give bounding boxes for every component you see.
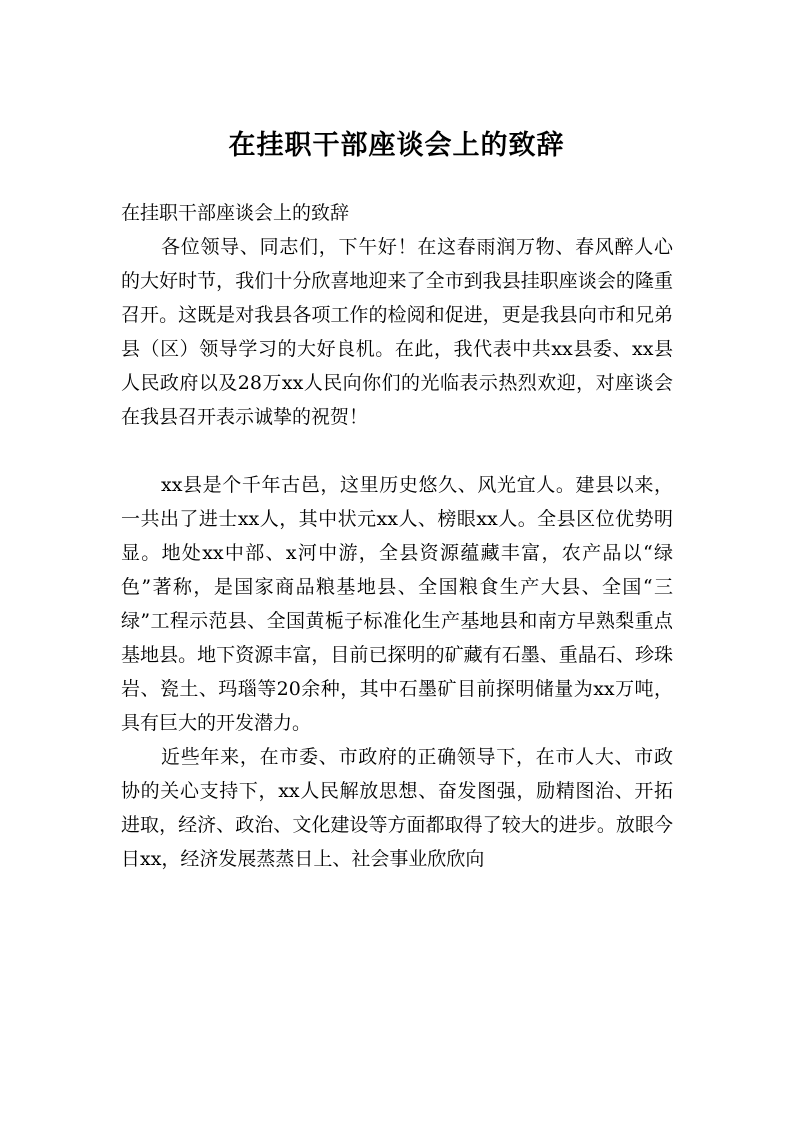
paragraph-spacer	[121, 434, 673, 468]
document-title: 在挂职干部座谈会上的致辞	[228, 130, 565, 161]
paragraph-recent-years: 近些年来，在市委、市政府的正确领导下，在市人大、市政协的关心支持下，xx人民解放思想、奋发图强，励精图治、开拓进取，经济、政治、文化建设等方面都取得了较大的进步。放眼今日xx，经济发展蒸蒸日上、社会事业欣欣向	[121, 746, 673, 870]
paragraph-county-intro: xx县是个千年古邑，这里历史悠久、风光宜人。建县以来，一共出了进士xx人，其中状元xx人、榜眼xx人。全县区位优势明显。地处xx中部、x河中游，全县资源蕴藏丰富，农产品以“绿色”著称，是国家商品粮基地县、全国粮食生产大县、全国“三绿”工程示范县、全国黄栀子标准化生产基地县和南方早熟梨重点基地县。地下资源丰富，目前已探明的矿藏有石墨、重晶石、珍珠岩、瓷土、玛瑙等20余种，其中石墨矿目前探明储量为xx万吨，具有巨大的开发潜力。	[121, 474, 673, 734]
document-subtitle: 在挂职干部座谈会上的致辞	[121, 202, 350, 224]
paragraph-greeting: 各位领导、同志们，下午好！在这春雨润万物、春风醉人心的大好时节，我们十分欣喜地迎来了全市到我县挂职座谈会的隆重召开。这既是对我县各项工作的检阅和促进，更是我县向市和兄弟县（区）领导学习的大好良机。在此，我代表中共xx县委、xx县人民政府以及28万xx人民向你们的光临表示热烈欢迎，对座谈会在我县召开表示诚挚的祝贺！	[121, 236, 673, 428]
document-body	[121, 196, 673, 876]
